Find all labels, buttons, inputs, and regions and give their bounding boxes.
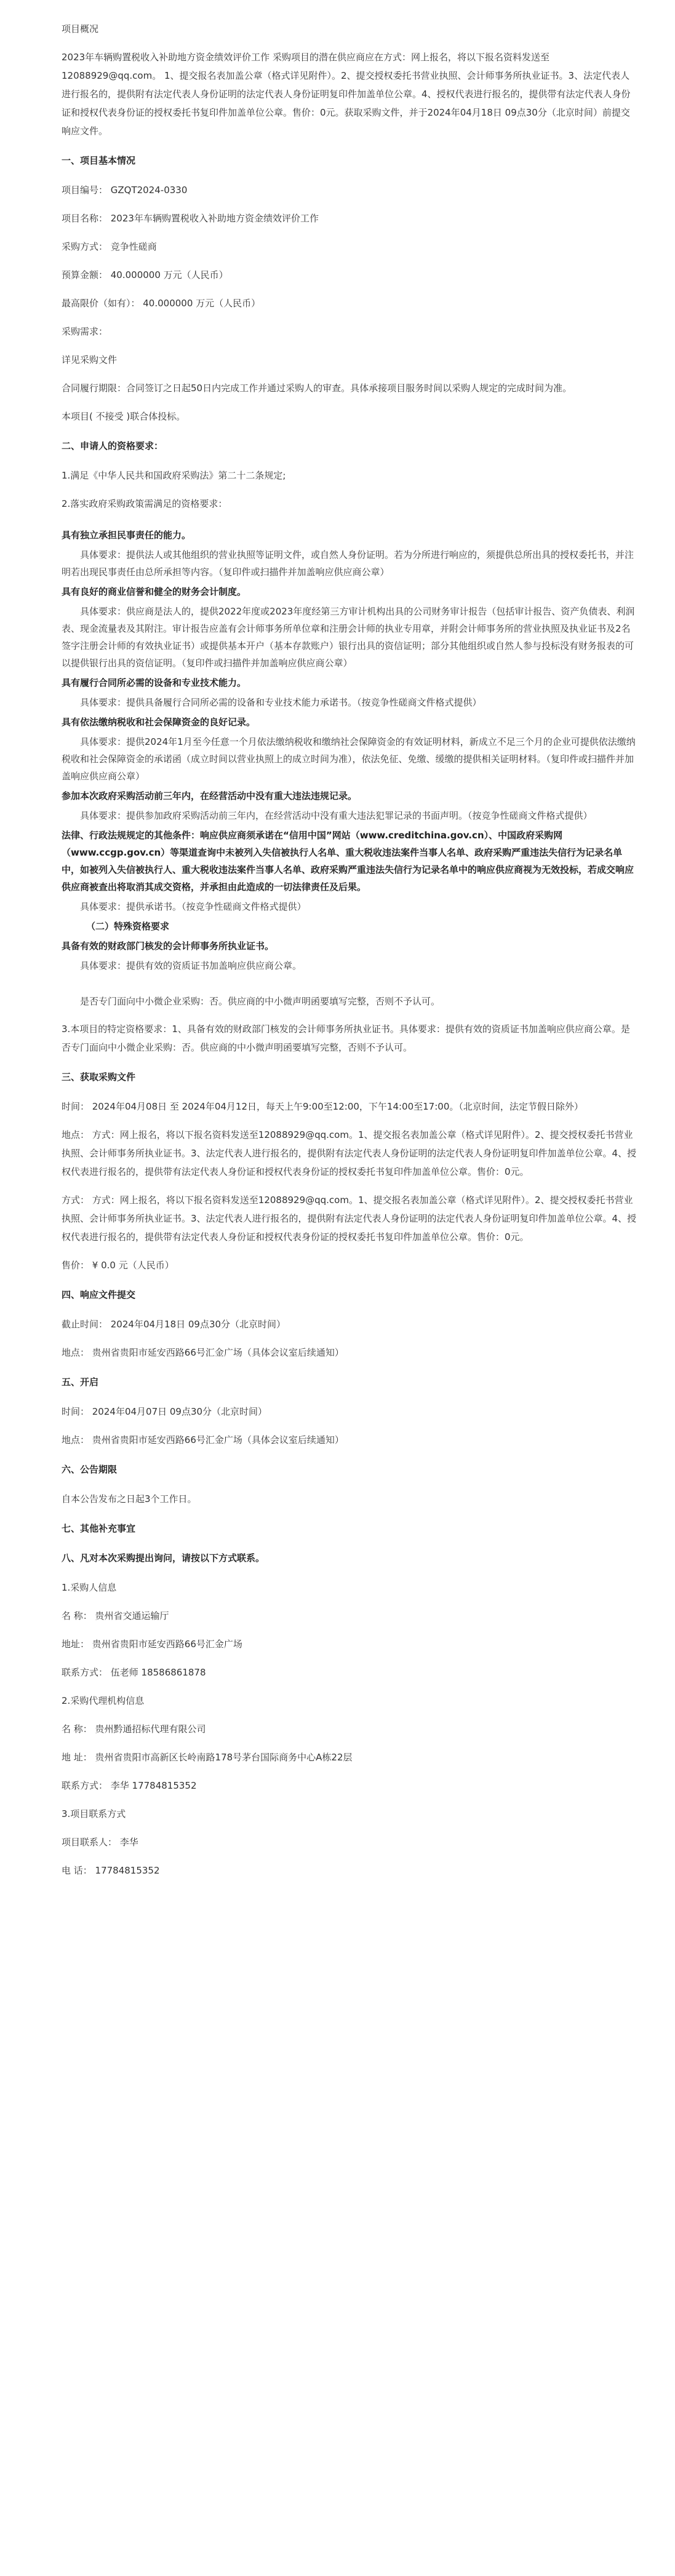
agency-name: 名 称： 贵州黔通招标代理有限公司 [62,1723,206,1735]
sme-note: 是否专门面向中小微企业采购：否。供应商的中小微声明函要填写完整，否则不予认可。 [80,996,441,1007]
req-4-text: 具体要求：提供2024年1月至今任意一个月依法缴纳税收和缴纳社会保障资金的有效证明材料，新成立不足三个月的企业可提供依法缴纳税收和社会保障资金的承诺函（成立时间以营业执照上的成立时间为准），依法免征、免缴、缓缴的提供相关证明材料。（复印件或扫描件并加盖响应供应商公章） [62,736,636,782]
submit-deadline: 截止时间： 2024年04月18日 09点30分（北京时间） [62,1319,286,1330]
obtain-price: 售价： ¥ 0.0 元（人民币） [62,1260,174,1271]
max-price: 最高限价（如有）： 40.000000 万元（人民币） [62,298,261,309]
agency-contact: 联系方式： 李华 17784815352 [62,1780,197,1791]
req-1-title: 具有独立承担民事责任的能力。 [62,530,191,541]
req-4-title: 具有依法缴纳税收和社会保障资金的良好记录。 [62,717,256,728]
req-1-text: 具体要求：提供法人或其他组织的营业执照等证明文件，或自然人身份证明。若为分所进行响应的，须提供总所出具的授权委托书，并注明若出现民事责任由总所承担等内容。（复印件或扫描件并加盖响应供应商公章） [62,549,634,578]
purchase-method: 采购方式： 竞争性磋商 [62,241,157,252]
special-req-1: 具备有效的财政部门核发的会计师事务所执业证书。 [62,940,274,952]
overview-label: 项目概况 [62,23,99,34]
req-2-text: 具体要求：供应商是法人的，提供2022年度或2023年度经第三方审计机构出具的公司财务审计报告（包括审计报告、资产负债表、利润表、现金流量表及其附注。审计报告应盖有会计师事务所单位章和注册会计师的执业专用章，并附会计师事务所的营业执照及执业证书及2名签字注册会计师的有效执业证书）或提供基本开户（基本存款账户）银行出具的资信证明；部分其他组织或自然人参与投标没有财务报表的可以提供银行出具的资信证明。（复印件或扫描件并加盖响应供应商公章） [62,606,635,669]
agency-label: 2.采购代理机构信息 [62,1695,145,1706]
budget-amount: 预算金额： 40.000000 万元（人民币） [62,269,228,280]
section-1-title: 一、项目基本情况 [62,155,136,166]
qualification-1: 1.满足《中华人民共和国政府采购法》第二十二条规定; [62,470,286,481]
consortium-note: 本项目( 不接受 )联合体投标。 [62,411,186,422]
req-3-title: 具有履行合同所必需的设备和专业技术能力。 [62,677,247,688]
obtain-place: 地点： 方式：网上报名，将以下报名资料发送至12088929@qq.com。1、提交报名表加盖公章（格式详见附件）。2、提交授权委托书营业执照、会计师事务所执业证书。3、法定代表人进行报名的，提供附有法定代表人身份证明的法定代表人身份证明复印件加盖单位公章。4、授权代表进行报名的，提供带有法定代表人身份证和授权代表身份证的授权委托书复印件加盖单位公章。售价：0元。 [62,1129,637,1177]
project-name: 项目名称： 2023年车辆购置税收入补助地方资金绩效评价工作 [62,213,319,224]
project-contact-person: 项目联系人： 李华 [62,1837,138,1848]
demand-label: 采购需求： [62,326,108,337]
demand-text: 详见采购文件 [62,354,118,365]
req-3-text: 具体要求：提供具备履行合同所必需的设备和专业技术能力承诺书。（按竞争性磋商文件格式提供） [80,697,482,708]
section-6-title: 六、公告期限 [62,1464,118,1475]
submit-place: 地点： 贵州省贵阳市延安西路66号汇金广场（具体会议室后续通知） [62,1347,344,1358]
section-2-title: 二、申请人的资格要求： [62,440,164,451]
qualification-3: 3.本项目的特定资格要求：1、具备有效的财政部门核发的会计师事务所执业证书。具体要求：提供有效的资质证书加盖响应供应商公章。是否专门面向中小微企业采购：否。供应商的中小微声明函要填写完整，否则不予认可。 [62,1024,630,1053]
obtain-method: 方式： 方式：网上报名，将以下报名资料发送至12088929@qq.com。1、提交报名表加盖公章（格式详见附件）。2、提交授权委托书营业执照、会计师事务所执业证书。3、法定代表人进行报名的，提供附有法定代表人身份证明的法定代表人身份证明复印件加盖单位公章。4、授权代表进行报名的，提供带有法定代表人身份证和授权代表身份证的授权委托书复印件加盖单位公章。售价：0元。 [62,1195,637,1242]
req-6-text: 具体要求：提供承诺书。（按竞争性磋商文件格式提供） [80,901,306,912]
overview-text: 2023年车辆购置税收入补助地方资金绩效评价工作 采购项目的潜在供应商应在方式：网上报名，将以下报名资料发送至12088929@qq.com。 1、提交报名表加盖公章（格式详见附件）。2、提交授权委托书营业执照、会计师事务所执业证书。3、法定代表人进行报名的，提供附有法定代表人身份证明的法定代表人身份证明复印件加盖单位公章。4、授权代表进行报名的，提供带有法定代表人身份证和授权代表身份证的授权委托书复印件加盖单位公章。售价：0元。获取采购文件，并于2024年04月18日 09点30分（北京时间）前提交响应文件。 [62,52,631,137]
req-5-title: 参加本次政府采购活动前三年内，在经营活动中没有重大违法违规记录。 [62,790,357,801]
notice-period: 自本公告发布之日起3个工作日。 [62,1493,197,1505]
qualification-2: 2.落实政府采购政策需满足的资格要求： [62,498,228,509]
purchaser-address: 地址： 贵州省贵阳市延安西路66号汇金广场 [62,1639,242,1650]
project-contact-label: 3.项目联系方式 [62,1808,126,1819]
agency-address: 地 址： 贵州省贵阳市高新区长岭南路178号茅台国际商务中心A栋22层 [62,1752,353,1763]
section-3-title: 三、获取采购文件 [62,1071,136,1083]
section-8-title: 八、凡对本次采购提出询问，请按以下方式联系。 [62,1552,265,1564]
section-4-title: 四、响应文件提交 [62,1289,136,1300]
purchaser-label: 1.采购人信息 [62,1582,117,1593]
req-2-title: 具有良好的商业信誉和健全的财务会计制度。 [62,586,247,597]
req-5-text: 具体要求：提供参加政府采购活动前三年内，在经营活动中没有重大违法犯罪记录的书面声明。（按竞争性磋商文件格式提供） [80,810,593,821]
contract-term: 合同履行期限：合同签订之日起50日内完成工作并通过采购人的审查。具体承接项目服务时间以采购人规定的完成时间为准。 [62,383,572,394]
purchaser-contact: 联系方式： 伍老师 18586861878 [62,1667,206,1678]
opening-time: 时间： 2024年04月07日 09点30分（北京时间） [62,1406,268,1417]
special-req-1-text: 具体要求：提供有效的资质证书加盖响应供应商公章。 [80,960,302,971]
opening-place: 地点： 贵州省贵阳市延安西路66号汇金广场（具体会议室后续通知） [62,1434,344,1445]
section-5-title: 五、开启 [62,1377,99,1388]
project-number: 项目编号： GZQT2024-0330 [62,185,188,196]
obtain-time: 时间： 2024年04月08日 至 2024年04月12日，每天上午9:00至12:00，下午14:00至17:00。（北京时间，法定节假日除外） [62,1101,583,1112]
purchaser-name: 名 称： 贵州省交通运输厅 [62,1610,169,1621]
section-7-title: 七、其他补充事宜 [62,1523,136,1534]
project-contact-phone: 电 话： 17784815352 [62,1865,160,1876]
req-6-title: 法律、行政法规规定的其他条件：响应供应商须承诺在“信用中国”网站（www.creditchina.gov.cn）、中国政府采购网（www.ccgp.gov.cn）等渠道查询中未被列入失信被执行人名单、重大税收违法案件当事人名单、政府采购严重违法失信行为记录名单中，如被列入失信被执行人、重大税收违法案件当事人名单、政府采购严重违法失信行为记录名单中的响应供应商视为无效投标，若成交响应供应商被查出将取消其成交资格，并承担由此造成的一切法律责任及后果。 [62,830,634,892]
special-req-title: （二）特殊资格要求 [86,921,170,932]
